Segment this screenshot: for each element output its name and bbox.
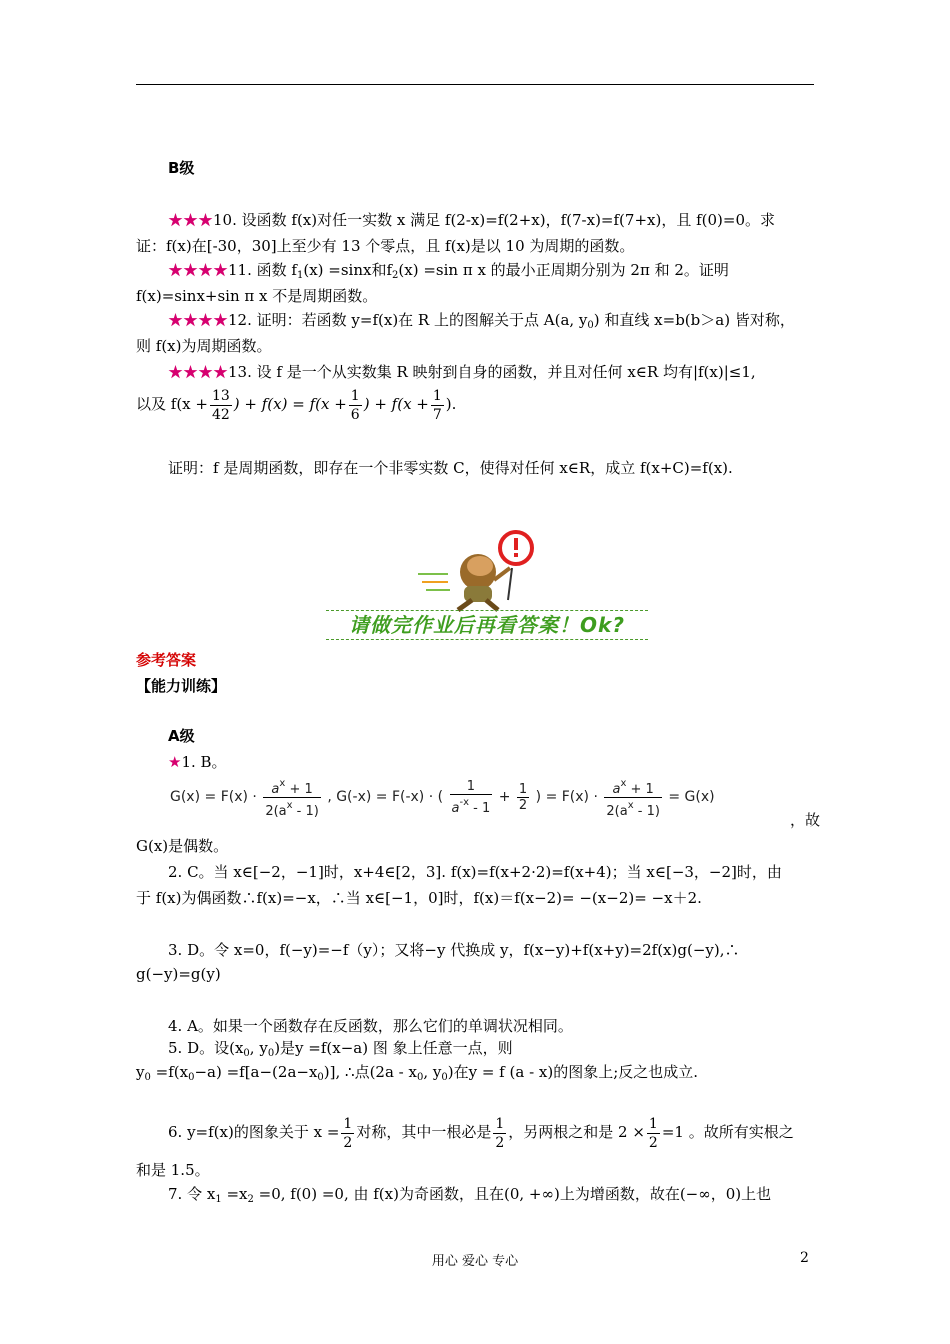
answer-1-equation: G(x) = F(x) · $\frac{a^x + 1}{2(a^x - 1)}$ , G(-x) = F(-x) · ( $\frac{1}{a^{-x} - 1}$ + $\frac{1}{2}$ ) = F(x) · $\frac{a^x + 1}{2(a^x - 1)}$ = G(x): [170, 777, 715, 819]
fraction: $\frac{1}{a^{-x} - 1}$: [451, 778, 491, 816]
answer-3-line2: g(−y)=g(y): [136, 965, 221, 983]
fraction: $\frac{a^x + 1}{2(a^x - 1)}$: [265, 777, 319, 819]
fraction: $\frac{1}{2}$: [648, 1115, 658, 1151]
reminder-banner: 请做完作业后再看答案！Ok?: [326, 610, 648, 640]
difficulty-stars: ★★★★: [168, 261, 229, 279]
answer-3-line1: 3. D。令 x=0，f(−y)=−f（y）；又将−y 代换成 y，f(x−y)+f(x+y)=2f(x)g(−y),∴: [168, 941, 740, 959]
answer-1-line1: ★1. B。: [168, 753, 227, 771]
fraction: $\frac{1}{7}$: [432, 387, 442, 423]
fraction: $\frac{1}{2}$: [495, 1115, 505, 1151]
header-rule: [136, 84, 814, 85]
section-b-heading: B级: [168, 159, 195, 177]
fraction: $\frac{1}{2}$: [343, 1115, 353, 1151]
problem-12-line1: ★★★★12. 证明：若函数 y=f(x)在 R 上的图解关于点 A(a, $y_0$) 和直线 x=b(b＞a) 皆对称，: [168, 311, 795, 331]
proof-statement: 证明：f 是周期函数，即存在一个非零实数 C，使得对任何 x∈R，成立 f(x+C)=f(x).: [168, 459, 733, 477]
answer-2-line1: 2. C。当 x∈[−2，−1]时，x+4∈[2，3]. f(x)=f(x+2·2)=f(x+4)；当 x∈[−3，−2]时，由: [168, 863, 782, 881]
problem-10-line1: ★★★10. 设函数 f(x)对任一实数 x 满足 f(2-x)=f(2+x)，f(7-x)=f(7+x)，且 f(0)=0。求: [168, 211, 776, 229]
fraction: $\frac{13}{42}$: [211, 387, 230, 423]
problem-11-line1: ★★★★11. 函数 $f_1(x) =\sin x$和$f_2(x) =\sin$ π x 的最小正周期分别为 2π 和 2。证明: [168, 261, 729, 281]
difficulty-stars: ★★★★: [168, 311, 229, 329]
running-kid-icon: [326, 528, 650, 612]
answer-2-line2: 于 f(x)为偶函数∴f(x)=−x，∴当 x∈[−1，0]时，f(x)＝f(x−2)= −(x−2)= −x＋2.: [136, 889, 702, 907]
problem-10-line2: 证：f(x)在[-30，30]上至少有 13 个零点，且 f(x)是以 10 为周期的函数。: [136, 237, 635, 255]
fraction: $\frac{a^x + 1}{2(a^x - 1)}$: [606, 777, 660, 819]
answers-heading: 参考答案: [136, 651, 197, 669]
difficulty-stars: ★★★: [168, 211, 214, 229]
answer-6-line1: 6. y=f(x)的图象关于 x = $\frac{1}{2}$ 对称，其中一根必是 $\frac{1}{2}$ ，另两根之和是 2 × $\frac{1}{2}$ =1 。故所有实根之: [168, 1115, 794, 1151]
answer-1-tail: ，故: [790, 811, 821, 829]
fraction: $\frac{1}{2}$: [518, 781, 528, 813]
answer-5-line1: 5. D。设($x_0$, $y_0$)是y =f(x−a) 图 象上任意一点，则: [168, 1039, 513, 1059]
answer-7-line1: 7. 令 $x_1 =x_2 =0$, f(0) =0, 由 f(x)为奇函数，且在(0, +∞)上为增函数，故在(−∞，0)上也: [168, 1185, 772, 1205]
reminder-illustration: [326, 528, 650, 640]
difficulty-stars: ★★★★: [168, 363, 229, 381]
problem-13-line1: ★★★★13. 设 f 是一个从实数集 R 映射到自身的函数，并且对任何 x∈R 均有|f(x)|≤1,: [168, 363, 756, 381]
problem-13-equation: 以及 f(x + $\frac{13}{42}$ ) + f(x) = f(x + $\frac{1}{6}$ ) + f(x + $\frac{1}{7}$ ).: [136, 387, 457, 423]
problem-12-line2: 则 f(x)为周期函数。: [136, 337, 272, 355]
fraction: $\frac{1}{6}$: [350, 387, 360, 423]
problem-11-line2: f(x)=sinx+sin π x 不是周期函数。: [136, 287, 378, 305]
answer-6-line2: 和是 1.5。: [136, 1161, 210, 1179]
difficulty-star: ★: [168, 753, 182, 771]
training-heading: 【能力训练】: [136, 677, 227, 695]
answer-4: 4. A。如果一个函数存在反函数，那么它们的单调状况相同。: [168, 1017, 573, 1035]
page-footer: 用心 爱心 专心: [431, 1254, 519, 1269]
answer-1-line3: G(x)是偶数。: [136, 837, 229, 855]
page-number: 2: [800, 1250, 809, 1266]
section-a-heading: A级: [168, 727, 195, 745]
answer-5-line2: $y_0 =f(x_0-a) =f[a-(2a-x_0)]$, ∴点($2a - x_0$, $y_0$)在y = f (a - x)的图象上;反之也成立.: [136, 1063, 699, 1083]
